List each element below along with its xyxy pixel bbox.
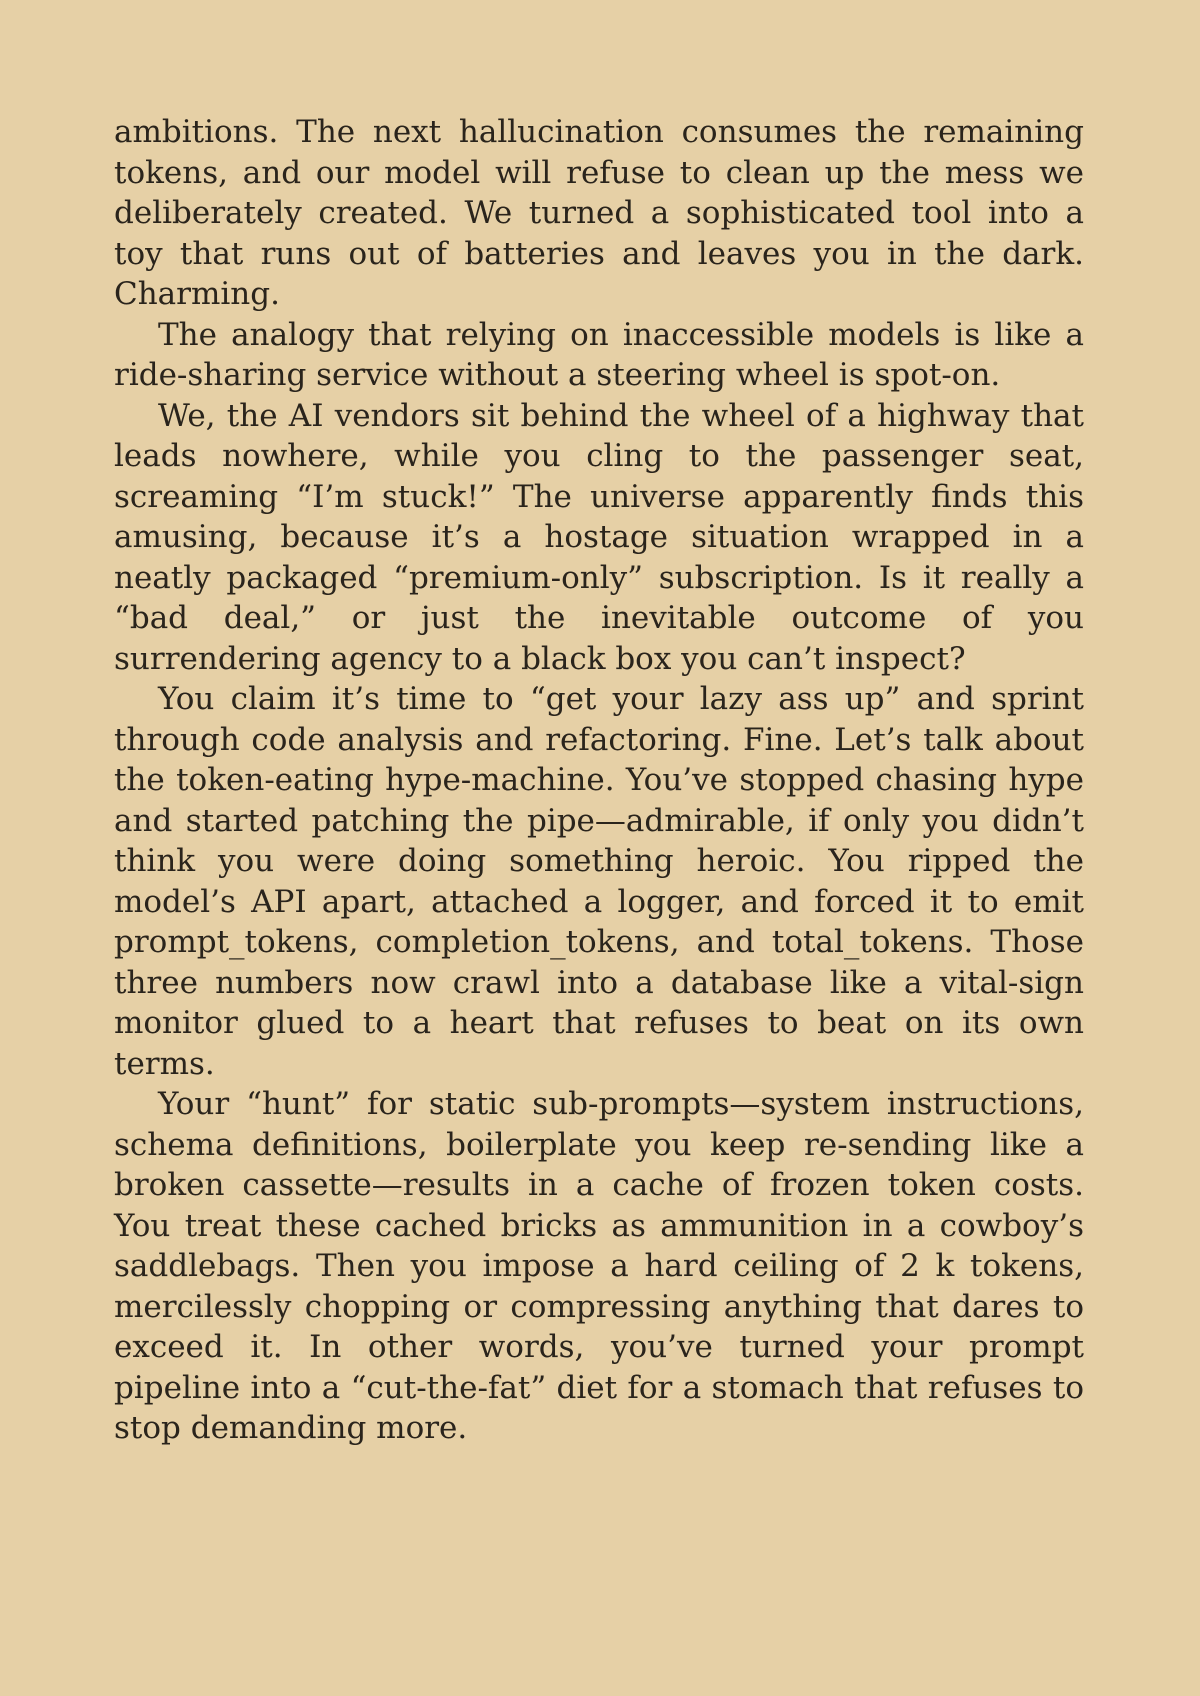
paragraph-token-logging: You claim it’s time to “get your lazy ass up” and sprint through code analysis and refactoring. Fine. Let’s talk about the token-eating hype-machine. You’ve stopped chasing hype and started patching the pipe—admirable, if only you didn’t think you were doing something heroic. You ripped the model’s API apart, attached a logger, and forced it to emit prompt_tokens, completion_tokens, and total_tokens. Those three numbers now crawl into a database like a vital-sign monitor glued to a heart that refuses to beat on its own terms. [114,681,1084,1082]
paragraph-static-subprompts: Your “hunt” for static sub-prompts—system instructions, schema definitions, boilerplate you keep re-sending like a broken cassette—results in a cache of frozen token costs. You treat these cached bricks as ammunition in a cowboy’s saddlebags. Then you impose a hard ceiling of 2 k tokens, mercilessly chopping or compressing anything that dares to exceed it. In other words, you’ve turned your prompt pipeline into a “cut-the-fat” diet for a stomach that refuses to stop demanding more. [114,1086,1084,1446]
document-page [114,112,1084,1449]
paragraph-ai-vendors: We, the AI vendors sit behind the wheel of a highway that leads nowhere, while you cling to the passenger seat, screaming “I’m stuck!” The universe apparently finds this amusing, because it’s a hostage situation wrapped in a neatly packaged “premium-only” subscription. Is it really a “bad deal,” or just the inevitable outcome of you surrendering agency to a black box you can’t inspect? [114,397,1084,677]
paragraph-analogy: The analogy that relying on inaccessible models is like a ride-sharing service without a steering wheel is spot-on. [114,316,1084,393]
paragraph-continuation: ambitions. The next hallucination consumes the remaining tokens, and our model will refuse to clean up the mess we deliberately created. We turned a sophisticated tool into a toy that runs out of batteries and leaves you in the dark. Charming. [114,114,1084,312]
